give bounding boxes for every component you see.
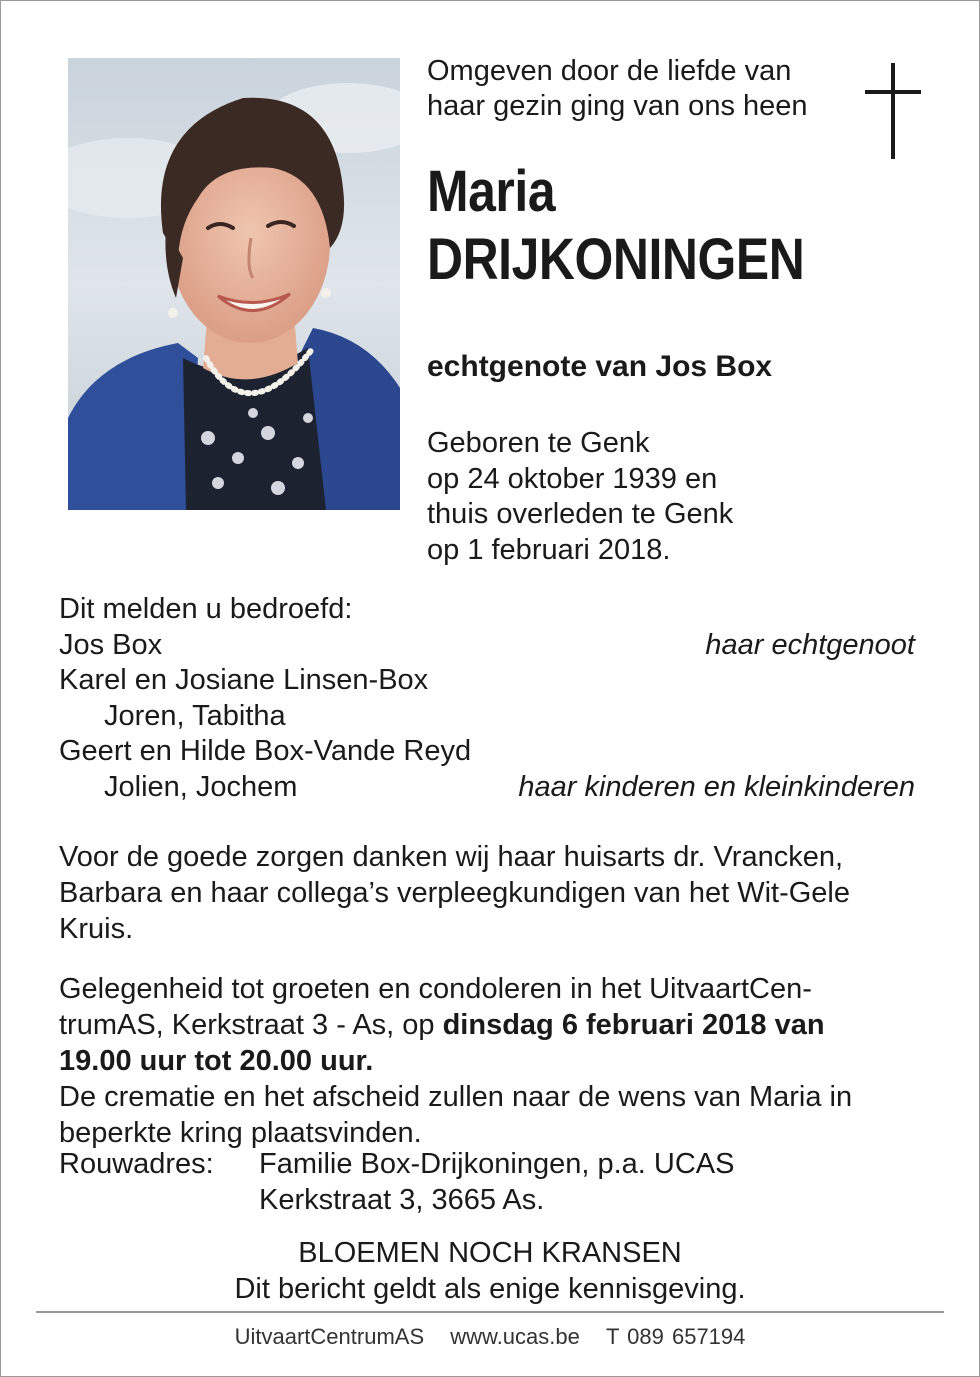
intro-line: haar gezin ging van ons heen bbox=[427, 90, 808, 122]
footer-divider bbox=[36, 1311, 944, 1313]
deceased-name bbox=[427, 158, 874, 294]
intro-line: Omgeven door de liefde van bbox=[427, 55, 792, 87]
first-name: Maria bbox=[427, 159, 556, 224]
list-item bbox=[59, 734, 915, 770]
visitation-line: beperkte kring plaatsvinden. bbox=[59, 1117, 422, 1149]
thanks-line: Kruis. bbox=[59, 913, 134, 945]
closing-notice bbox=[0, 1235, 980, 1307]
list-item bbox=[59, 628, 915, 664]
birth-line: Geboren te Genk bbox=[427, 427, 650, 459]
mourner-name: Geert en Hilde Box-Vande Reyd bbox=[59, 735, 472, 767]
visitation-location: trumAS, Kerkstraat 3 - As, op bbox=[59, 1009, 443, 1041]
mourner-name: Karel en Josiane Linsen-Box bbox=[59, 664, 429, 696]
intro-text bbox=[427, 54, 847, 124]
mourner-relation: haar echtgenoot bbox=[705, 628, 915, 661]
footer-phone: T 089 657194 bbox=[606, 1324, 746, 1349]
visitation-line: De crematie en het afscheid zullen naar de wens van Maria in bbox=[59, 1081, 853, 1113]
closing-line: Dit bericht geldt als enige kennisgeving. bbox=[234, 1273, 746, 1305]
last-name: DRIJKONINGEN bbox=[427, 227, 805, 292]
address-label: Rouwadres: bbox=[59, 1148, 214, 1180]
mourners-list bbox=[59, 592, 915, 805]
portrait-illustration bbox=[68, 58, 400, 510]
mourner-name: Jos Box bbox=[59, 628, 163, 661]
birth-line: op 1 februari 2018. bbox=[427, 533, 671, 566]
list-item bbox=[59, 663, 915, 699]
footer bbox=[0, 1324, 980, 1350]
visitation-line bbox=[59, 1007, 919, 1043]
thanks-paragraph bbox=[59, 839, 919, 947]
address-line: Kerkstraat 3, 3665 As. bbox=[259, 1183, 545, 1216]
address-line: Familie Box-Drijkoningen, p.a. UCAS bbox=[259, 1148, 735, 1180]
list-item bbox=[59, 770, 915, 806]
cross-icon bbox=[865, 63, 921, 159]
birth-line: op 24 oktober 1939 en bbox=[427, 462, 718, 495]
thanks-line: Barbara en haar collega’s verpleegkundigen van het Wit-Gele bbox=[59, 877, 851, 909]
visitation-date: dinsdag 6 februari 2018 van bbox=[442, 1009, 825, 1041]
visitation-line: Gelegenheid tot groeten en condoleren in het UitvaartCen- bbox=[59, 973, 812, 1005]
mourner-name: Joren, Tabitha bbox=[104, 699, 286, 732]
list-item bbox=[59, 699, 915, 735]
birth-death-info bbox=[427, 426, 733, 568]
footer-website[interactable]: www.ucas.be bbox=[450, 1324, 580, 1349]
visitation-time: 19.00 uur tot 20.00 uur. bbox=[59, 1045, 374, 1077]
closing-line: BLOEMEN NOCH KRANSEN bbox=[298, 1237, 682, 1269]
thanks-line: Voor de goede zorgen danken wij haar huisarts dr. Vrancken, bbox=[59, 841, 844, 873]
portrait-photo bbox=[68, 58, 400, 510]
footer-company: UitvaartCentrumAS bbox=[234, 1324, 425, 1349]
birth-line: thuis overleden te Genk bbox=[427, 498, 734, 530]
mourner-relation: haar kinderen en kleinkinderen bbox=[518, 770, 915, 803]
visitation-paragraph bbox=[59, 971, 919, 1151]
mourners-heading: Dit melden u bedroefd: bbox=[59, 593, 353, 625]
visitation-line bbox=[59, 1043, 919, 1079]
spouse-line: echtgenote van Jos Box bbox=[427, 350, 773, 383]
mourner-name: Jolien, Jochem bbox=[104, 770, 298, 803]
